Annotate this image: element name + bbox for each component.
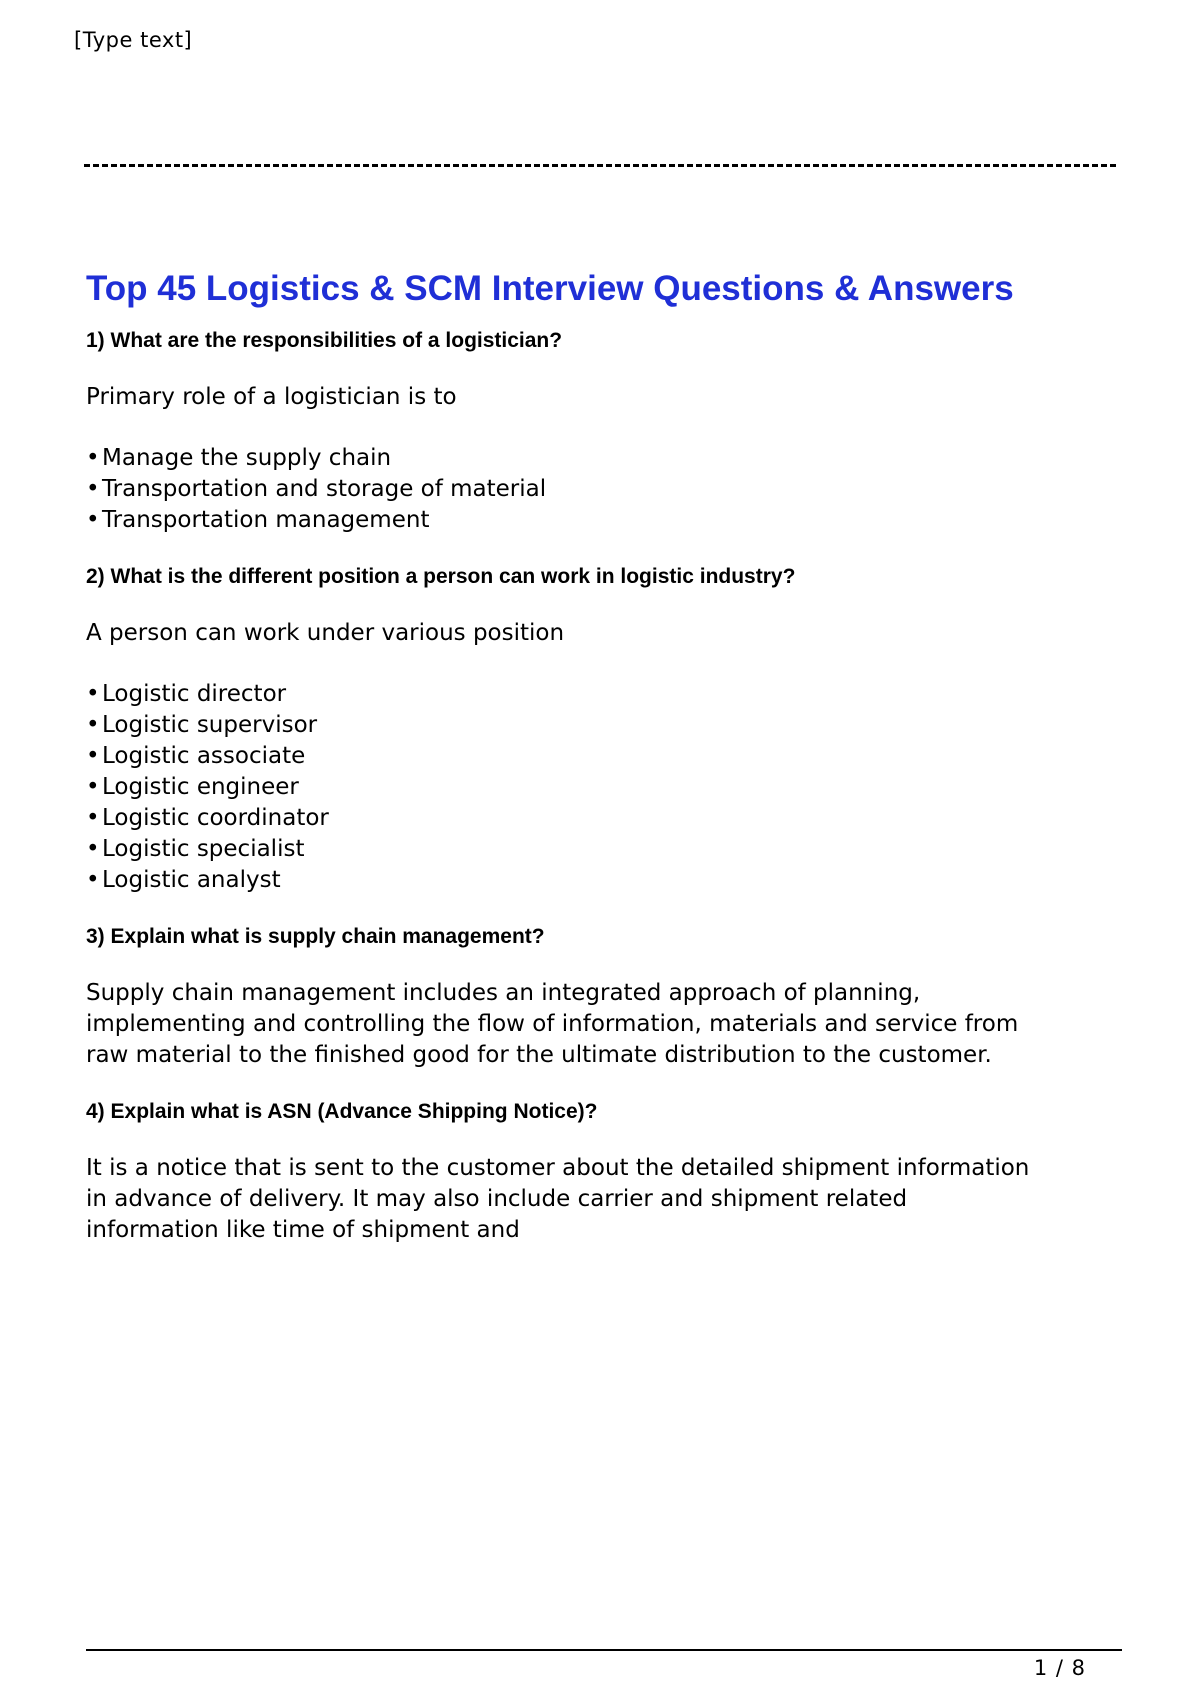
list-item: • Logistic coordinator <box>86 803 1126 834</box>
list-item: • Logistic supervisor <box>86 710 1126 741</box>
bullet-icon: • <box>86 712 100 738</box>
qa-item-2 <box>86 562 1126 896</box>
list-item: • Logistic analyst <box>86 865 1126 896</box>
bullet-icon: • <box>86 681 100 707</box>
document-body <box>86 266 1126 1246</box>
list-item: • Logistic director <box>86 679 1126 710</box>
list-item: • Transportation management <box>86 505 1126 536</box>
bullet-icon: • <box>86 445 100 471</box>
bullet-icon: • <box>86 836 100 862</box>
list-item: • Transportation and storage of material <box>86 474 1126 505</box>
document-title: Top 45 Logistics & SCM Interview Questions & Answers <box>86 269 1014 308</box>
answer-2-line-1: A person can work under various position <box>86 620 565 646</box>
bullet-icon: • <box>86 743 100 769</box>
answer-3-line-1: Supply chain management includes an integrated approach of planning, <box>86 980 921 1006</box>
question-3: 3) Explain what is supply chain management? <box>86 925 545 948</box>
answer-4-line-2: in advance of delivery. It may also include carrier and shipment related <box>86 1186 908 1212</box>
qa-item-4 <box>86 1097 1126 1246</box>
qa-item-1 <box>86 326 1126 536</box>
bullet-icon: • <box>86 476 100 502</box>
question-2: 2) What is the different position a person can work in logistic industry? <box>86 565 796 588</box>
answer-4-line-1: It is a notice that is sent to the customer about the detailed shipment information <box>86 1155 1030 1181</box>
list-item: • Logistic associate <box>86 741 1126 772</box>
footer-divider <box>86 1649 1122 1651</box>
header-dashed-divider <box>84 164 1116 167</box>
page-number: 1 / 8 <box>1033 1656 1086 1680</box>
bullet-icon: • <box>86 805 100 831</box>
question-4: 4) Explain what is ASN (Advance Shipping Notice)? <box>86 1100 598 1123</box>
answer-3-line-2: implementing and controlling the flow of information, materials and service from <box>86 1011 1019 1037</box>
qa-item-3 <box>86 922 1126 1071</box>
list-item: • Logistic engineer <box>86 772 1126 803</box>
answer-4-line-3: information like time of shipment and <box>86 1217 520 1243</box>
bullet-icon: • <box>86 507 100 533</box>
bullet-icon: • <box>86 867 100 893</box>
header-placeholder-text: [Type text] <box>74 28 193 52</box>
list-item: • Manage the supply chain <box>86 443 1126 474</box>
answer-2-bullet-list <box>86 679 1126 896</box>
question-1: 1) What are the responsibilities of a logistician? <box>86 329 563 352</box>
list-item: • Logistic specialist <box>86 834 1126 865</box>
answer-3-line-3: raw material to the finished good for the ultimate distribution to the customer. <box>86 1042 992 1068</box>
bullet-icon: • <box>86 774 100 800</box>
answer-1-line-1: Primary role of a logistician is to <box>86 384 457 410</box>
answer-1-bullet-list <box>86 443 1126 536</box>
